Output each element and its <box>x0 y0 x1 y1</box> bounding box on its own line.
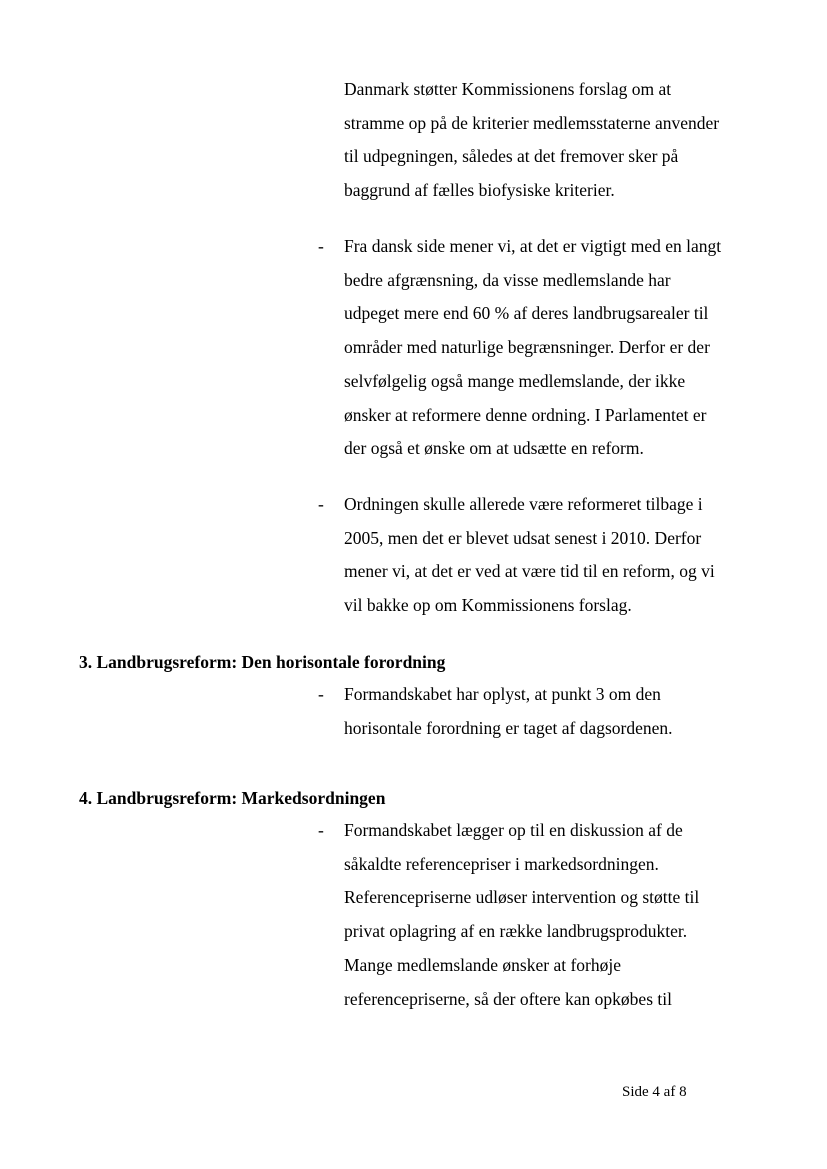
text-line: Fra dansk side mener vi, at det er vigtigt med en langt <box>344 236 722 256</box>
text-line: områder med naturlige begrænsninger. Derfor er der <box>344 337 710 358</box>
text-line: 2005, men det er blevet udsat senest i 2010. Derfor <box>344 527 702 548</box>
text-line: der også et ønske om at udsætte en reform. <box>344 438 644 459</box>
text-line: vil bakke op om Kommissionens forslag. <box>344 595 632 616</box>
text-line: udpeget mere end 60 % af deres landbrugsarealer til <box>344 303 709 324</box>
bullet-dash: - <box>318 494 324 514</box>
text-line: Mange medlemslande ønsker at forhøje <box>344 954 621 975</box>
text-line: Referencepriserne udløser intervention og støtte til <box>344 887 700 908</box>
page-number: Side 4 af 8 <box>622 1084 687 1100</box>
text-line: baggrund af fælles biofysiske kriterier. <box>344 180 615 201</box>
text-line: privat oplagring af en række landbrugsprodukter. <box>344 921 688 942</box>
bullet-paragraph <box>344 230 784 466</box>
text-line: såkaldte referencepriser i markedsordningen. <box>344 853 659 874</box>
bullet-paragraph <box>344 488 784 623</box>
text-line: selvfølgelig også mange medlemslande, der ikke <box>344 370 686 391</box>
bullet-paragraph <box>344 678 784 745</box>
bullet-dash: - <box>318 684 324 704</box>
bullet-dash: - <box>318 236 324 256</box>
text-line: til udpegningen, således at det fremover sker på <box>344 146 679 167</box>
text-line: mener vi, at det er ved at være tid til en reform, og vi <box>344 561 715 582</box>
text-line: stramme op på de kriterier medlemsstaterne anvender <box>344 112 720 133</box>
text-line: ønsker at reformere denne ordning. I Parlamentet er <box>344 404 707 425</box>
text-line: Danmark støtter Kommissionens forslag om at <box>344 79 672 99</box>
text-line: Formandskabet har oplyst, at punkt 3 om den <box>344 684 661 704</box>
text-line: horisontale forordning er taget af dagsordenen. <box>344 717 673 738</box>
bullet-dash: - <box>318 820 324 840</box>
text-line: bedre afgrænsning, da visse medlemslande har <box>344 269 671 290</box>
intro-paragraph <box>344 73 784 208</box>
section-heading: 4. Landbrugsreform: Markedsordningen <box>79 788 386 808</box>
section-heading: 3. Landbrugsreform: Den horisontale forordning <box>79 652 446 672</box>
bullet-paragraph <box>344 814 784 1016</box>
text-line: referencepriserne, så der oftere kan opkøbes til <box>344 988 672 1009</box>
text-line: Formandskabet lægger op til en diskussion af de <box>344 820 683 840</box>
text-line: Ordningen skulle allerede være reformeret tilbage i <box>344 494 703 514</box>
